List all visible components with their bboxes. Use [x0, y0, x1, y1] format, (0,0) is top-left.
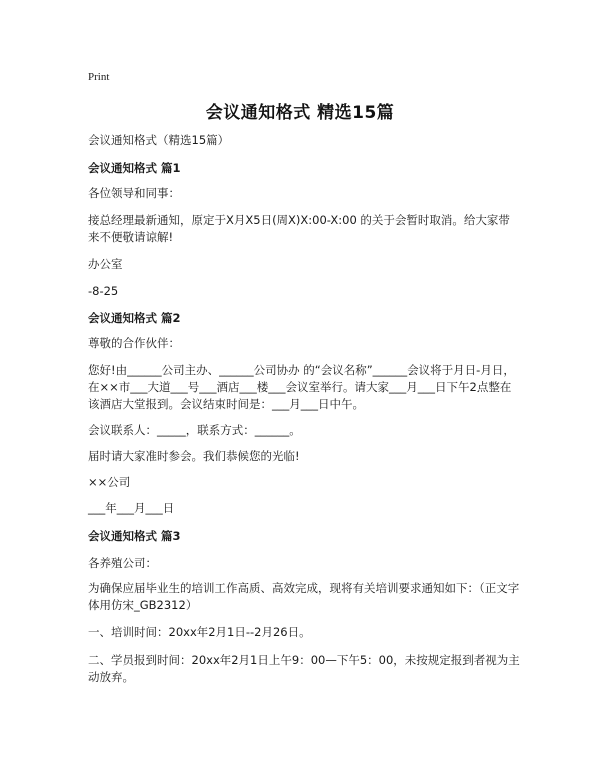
section2-contacts: 会议联系人：_____，联系方式：______。 — [88, 423, 301, 437]
section-heading-3: 会议通知格式 篇3 — [88, 529, 181, 543]
page-title: 会议通知格式 精选15篇 — [205, 103, 395, 123]
section3-greeting: 各养殖公司： — [88, 556, 157, 570]
section3-item-2: 二、学员报到时间：20xx年2月1日上午9：00—下午5：00，未按规定报到者视为主动放弃。 — [88, 653, 520, 684]
section-heading-1: 会议通知格式 篇1 — [88, 161, 181, 175]
section2-body: 您好!由______公司主办、______公司协办 的“会议名称”______会议将于月日-月日，在××市___大道___号___酒店___楼___会议室举行。请大家___月___日下午2点整在该酒店大堂报到。会议结束时间是：___月___日中午。 — [88, 363, 515, 411]
section2-date: ___年___月___日 — [88, 501, 175, 515]
section1-signature: 办公室 — [88, 257, 123, 271]
section3-body: 为确保应届毕业生的培训工作高质、高效完成，现将有关培训要求通知如下：（正文字体用仿宋_GB2312） — [88, 581, 520, 612]
section1-date: -8-25 — [88, 284, 119, 298]
section3-item-1: 一、培训时间：20xx年2月1日--2月26日。 — [88, 625, 311, 639]
document-subtitle: 会议通知格式（精选15篇） — [88, 133, 230, 147]
print-label[interactable]: Print — [88, 71, 110, 83]
section2-company: ××公司 — [88, 475, 131, 489]
section1-body: 接总经理最新通知，原定于X月X5日(周X)X:00-X:00 的关于会暂时取消。给大家带来不便敬请谅解! — [88, 213, 510, 244]
section-heading-2: 会议通知格式 篇2 — [88, 311, 181, 325]
section2-greeting: 尊敬的合作伙伴： — [88, 336, 180, 350]
section1-greeting: 各位领导和同事： — [88, 186, 180, 200]
section2-closing: 届时请大家准时参会。我们恭候您的光临! — [88, 449, 300, 463]
